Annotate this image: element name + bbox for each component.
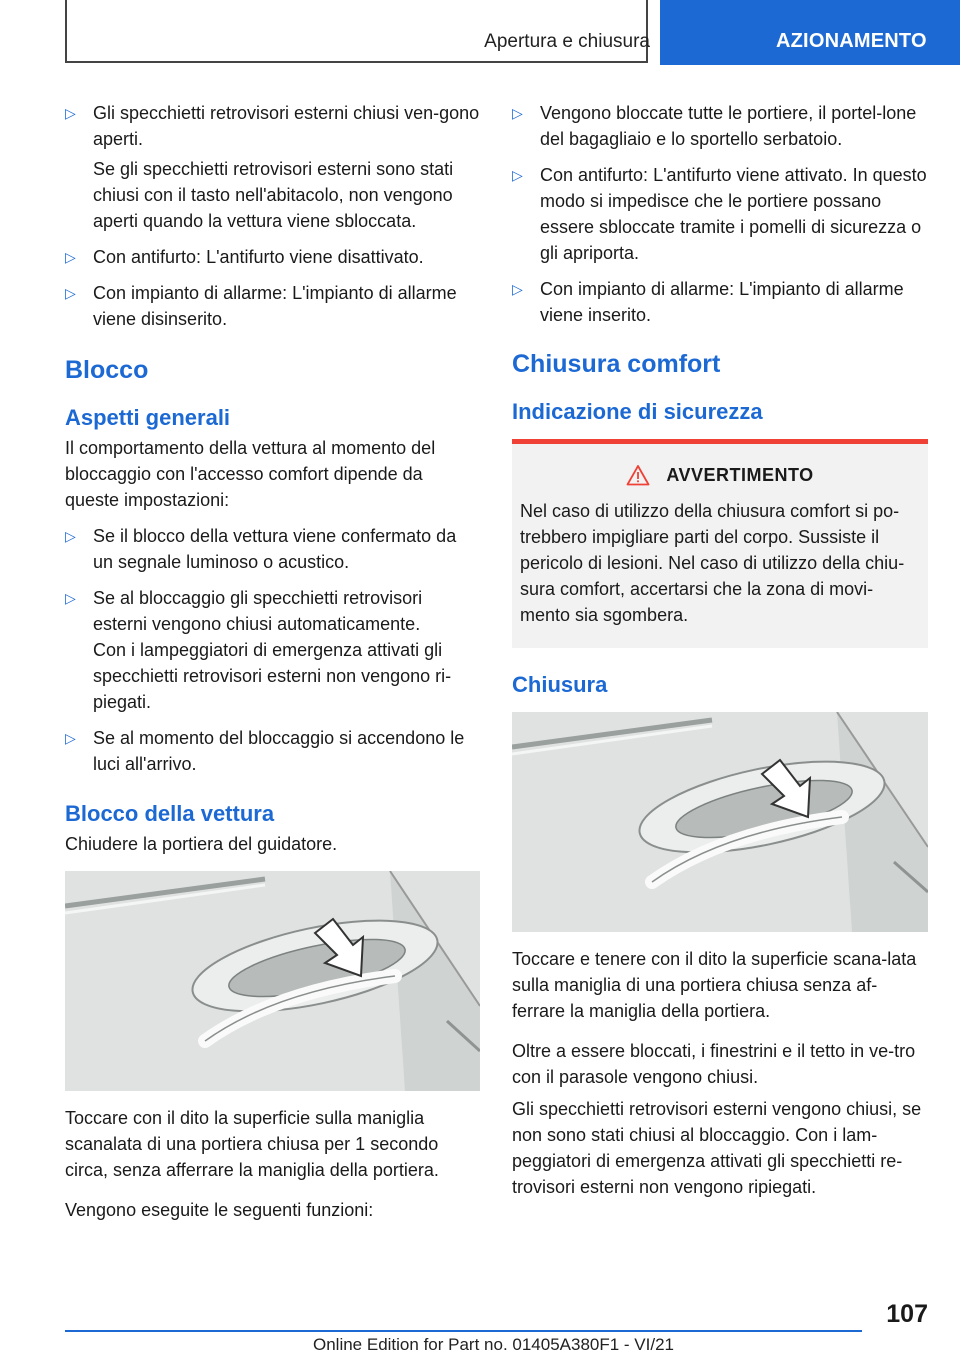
bullet-triangle-icon: ▷ bbox=[512, 281, 523, 297]
list-item-text: Se al bloccaggio gli specchietti retrovisori esterni vengono chiusi automaticamente. bbox=[93, 588, 423, 634]
image-caption: Toccare e tenere con il dito la superficie scana-lata sulla maniglia di una portiera chiusa senza af-ferrare la maniglia della portiera. bbox=[512, 949, 917, 1021]
heading-chiusura: Chiusura bbox=[512, 672, 608, 697]
list-item bbox=[65, 280, 480, 332]
bullet-triangle-icon: ▷ bbox=[65, 285, 76, 301]
paragraph: Chiudere la portiera del guidatore. bbox=[65, 834, 338, 854]
edition-text: Online Edition for Part no. 01405A380F1 - VI/21 bbox=[313, 1335, 675, 1354]
bullet-triangle-icon: ▷ bbox=[65, 105, 76, 121]
heading-chiusura-comfort: Chiusura comfort bbox=[512, 350, 721, 378]
list-item-text: Se al momento del bloccaggio si accendono le luci all'arrivo. bbox=[93, 728, 465, 774]
list-item-text: Con antifurto: L'antifurto viene disattivato. bbox=[93, 247, 424, 267]
left-column bbox=[65, 100, 480, 1223]
list-item-text: Se il blocco della vettura viene confermato da un segnale luminoso o acustico. bbox=[93, 526, 457, 572]
section-title: Apertura e chiusura bbox=[484, 31, 650, 52]
paragraph: Gli specchietti retrovisori esterni vengono chiusi, se non sono stati chiusi al bloccaggio. Con i lam-peggiatori di emergenza attivati gli specchietti re-trovisori esterni non vengono ripiegati. bbox=[512, 1099, 922, 1197]
warning-header bbox=[520, 462, 920, 488]
list-item bbox=[65, 244, 480, 270]
bullet-triangle-icon: ▷ bbox=[512, 167, 523, 183]
chapter-tab-label: AZIONAMENTO bbox=[776, 30, 927, 52]
list-item bbox=[65, 523, 480, 575]
heading-aspetti-generali: Aspetti generali bbox=[65, 405, 231, 430]
list-item-text: Gli specchietti retrovisori esterni chiusi ven-gono aperti. bbox=[93, 103, 480, 149]
paragraph: Oltre a essere bloccati, i finestrini e il tetto in ve-tro con il parasole vengono chiusi. bbox=[512, 1041, 916, 1087]
heading-indicazione-sicurezza: Indicazione di sicurezza bbox=[512, 399, 763, 424]
bullet-triangle-icon: ▷ bbox=[65, 249, 76, 265]
list-item bbox=[512, 276, 928, 328]
heading-blocco: Blocco bbox=[65, 356, 149, 384]
list-item-text: Con antifurto: L'antifurto viene attivato. In questo modo si impedisce che le portiere possano essere sbloccate tramite i pomelli di sicurezza o gli apriporta. bbox=[540, 165, 927, 263]
list-item bbox=[512, 162, 928, 266]
list-item-subtext: Con i lampeggiatori di emergenza attivati gli specchietti retrovisori esterni non vengono ri-piegati. bbox=[93, 640, 452, 712]
list-item bbox=[65, 585, 480, 715]
chapter-tab bbox=[660, 0, 960, 65]
paragraph: Vengono eseguite le seguenti funzioni: bbox=[65, 1200, 374, 1220]
list-item-subtext: Se gli specchietti retrovisori esterni sono stati chiusi con il tasto nell'abitacolo, non vengono aperti quando la vettura viene sbloccata. bbox=[93, 159, 454, 231]
warning-triangle-icon bbox=[626, 464, 650, 486]
list-item-text: Con impianto di allarme: L'impianto di allarme viene disinserito. bbox=[93, 283, 457, 329]
door-handle-illustration bbox=[512, 712, 928, 932]
warning-box bbox=[512, 444, 928, 648]
right-column bbox=[512, 100, 928, 1200]
list-item bbox=[65, 100, 480, 234]
page-number: 107 bbox=[886, 1300, 928, 1328]
bullet-triangle-icon: ▷ bbox=[65, 590, 76, 606]
list-item-text: Con impianto di allarme: L'impianto di allarme viene inserito. bbox=[540, 279, 904, 325]
warning-title: AVVERTIMENTO bbox=[666, 465, 814, 485]
door-handle-image bbox=[65, 871, 480, 1091]
list-item bbox=[65, 725, 480, 777]
door-handle-image bbox=[512, 712, 928, 932]
bullet-triangle-icon: ▷ bbox=[65, 528, 76, 544]
footer-rule bbox=[65, 1330, 862, 1332]
door-handle-illustration bbox=[65, 871, 480, 1091]
list-item bbox=[512, 100, 928, 152]
warning-text: Nel caso di utilizzo della chiusura comfort si po-trebbero impigliare parti del corpo. Sussiste il pericolo di lesioni. Nel caso di utilizzo della chiu-sura comfort, accertarsi che la zona di movi-mento sia sgombera. bbox=[520, 501, 905, 625]
list-item-text: Vengono bloccate tutte le portiere, il portel-lone del bagagliaio e lo sportello serbatoio. bbox=[540, 103, 917, 149]
bullet-triangle-icon: ▷ bbox=[512, 105, 523, 121]
bullet-triangle-icon: ▷ bbox=[65, 730, 76, 746]
paragraph: Il comportamento della vettura al momento del bloccaggio con l'accesso comfort dipende da queste impostazioni: bbox=[65, 438, 436, 510]
image-caption: Toccare con il dito la superficie sulla maniglia scanalata di una portiera chiusa per 1 secondo circa, senza afferrare la maniglia della portiera. bbox=[65, 1108, 439, 1180]
heading-blocco-vettura: Blocco della vettura bbox=[65, 801, 275, 826]
